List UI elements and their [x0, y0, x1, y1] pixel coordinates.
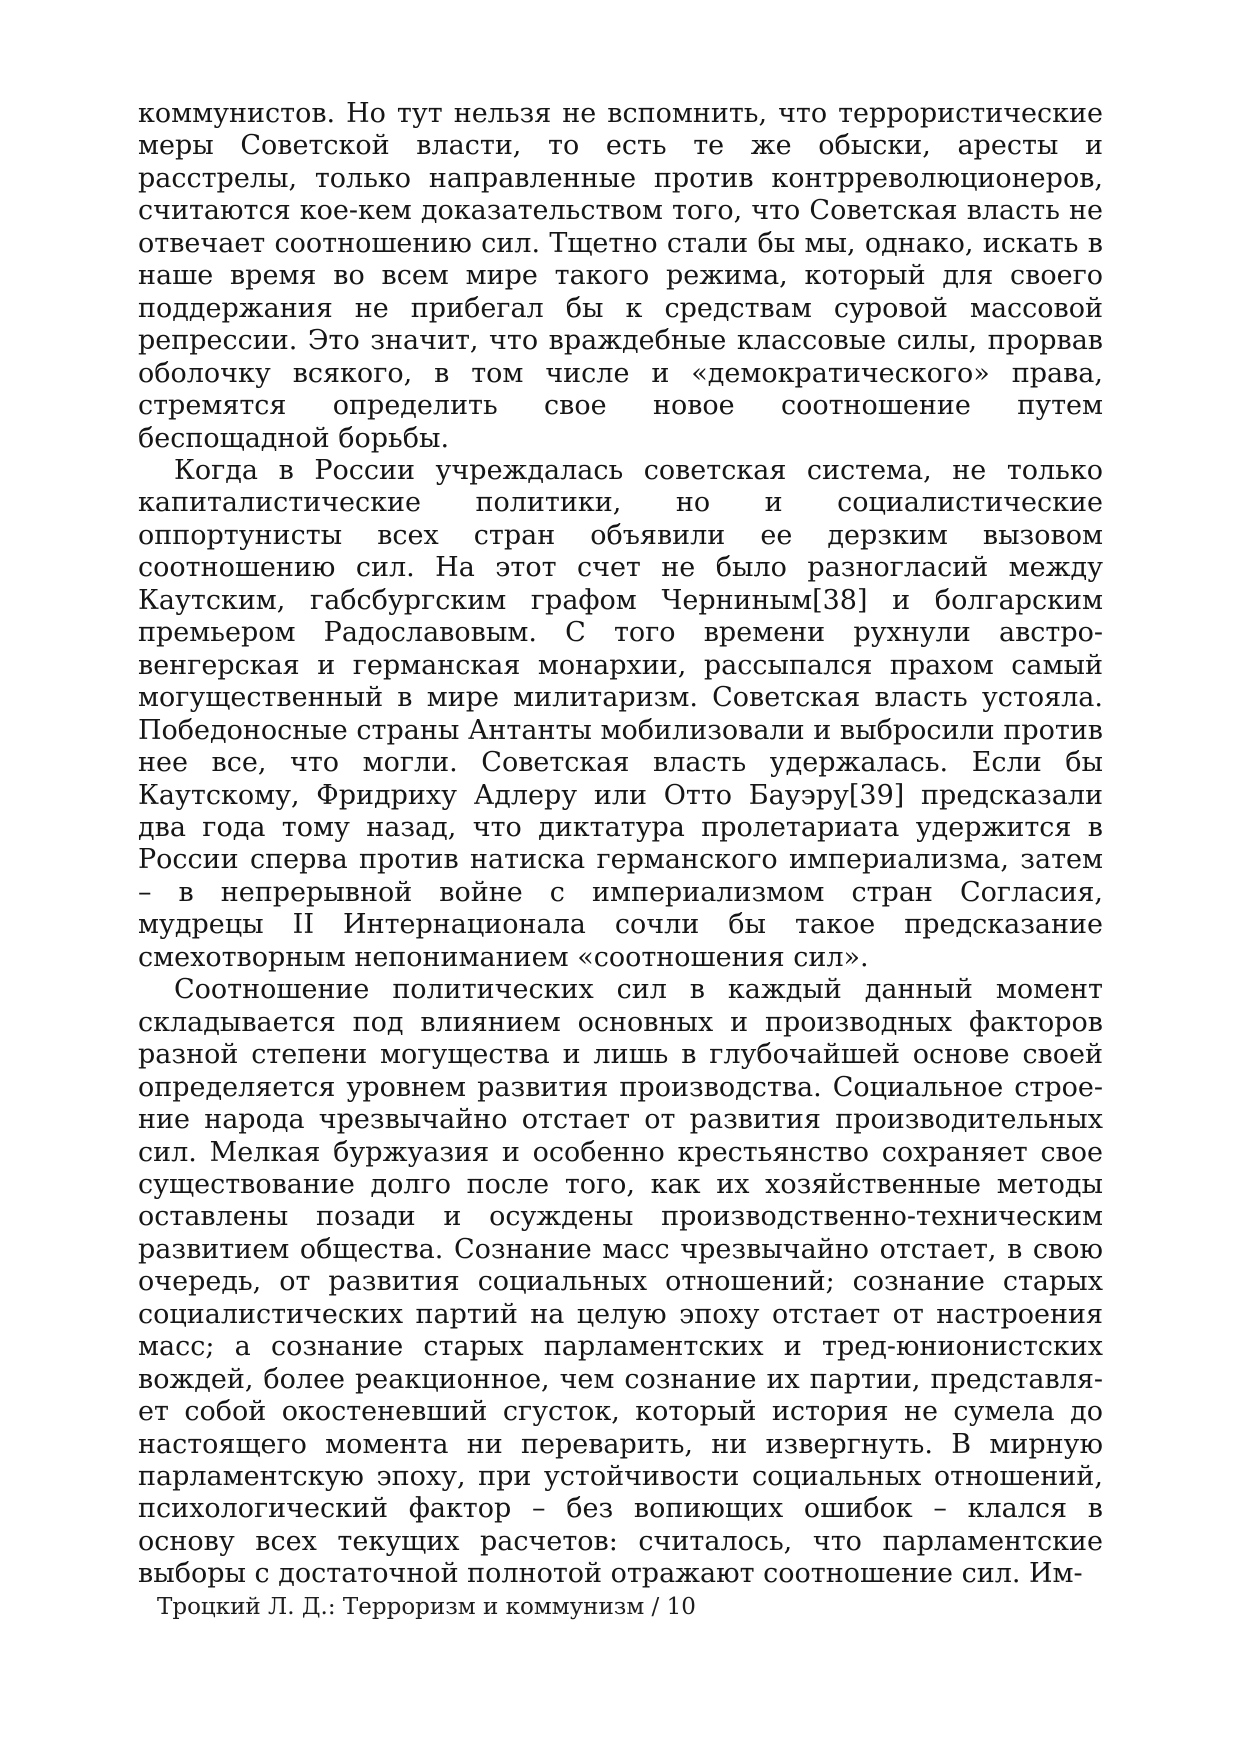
paragraph-2: Когда в России учреждалась советская система, не только капиталистические политики, но и социалистические оппортунисты всех стран объявили ее дерзким вызовом соотношению сил. На этот счет не было разногласий между Каутским, габсбургским графом Черниным[38] и болгарским премьером Радославовым. С того времени рухнули австро-венгерская и германская монархии, рассыпался прахом самый могущественный в мире милитаризм. Советская власть устояла. Победоносные страны Антанты мобилизовали и выбросили против нее все, что могли. Советская власть удержалась. Если бы Каутскому, Фридриху Адлеру или Отто Бауэру[39] предсказали два года тому назад, что диктатура пролетариата удержится в России сперва против натиска германского империализма, затем – в непрерывной войне с империализмом стран Согласия, мудрецы II Интернационала сочли бы такое предсказание смехотворным непониманием «соотношения сил». — [138, 454, 1103, 973]
paragraph-3: Соотношение политических сил в каждый данный момент складывается под влиянием основных и производных факторов разной степени могущества и лишь в глубочайшей основе своей определяется уровнем развития производства. Социальное строение народа чрезвычайно отстает от развития производительных сил. Мелкая буржуазия и особенно крестьянство сохраняет свое существование долго после того, как их хозяйственные методы оставлены позади и осуждены производственно-техническим развитием общества. Сознание масс чрезвычайно отстает, в свою очередь, от развития социальных отношений; сознание старых социалистических партий на целую эпоху отстает от настроения масс; а сознание старых парламентских и тред-юнионистских вождей, более реакционное, чем сознание их партии, представляет собой окостеневший сгусток, который история не сумела до настоящего момента ни переварить, ни извергнуть. В мирную парламентскую эпоху, при устойчивости социальных отношений, психологический фактор – без вопиющих ошибок – клался в основу всех текущих расчетов: считалось, что парламентские выборы с достаточной полнотой отражают соотношение сил. Им- — [138, 974, 1103, 1590]
page-footer: Троцкий Л. Д.: Терроризм и коммунизм / 10 — [157, 1594, 696, 1620]
paragraph-1: коммунистов. Но тут нельзя не вспомнить, что террористические меры Советской власти, то есть те же обыски, аресты и расстрелы, только направленные против контрреволюционеров, считаются кое-кем доказательством того, что Советская власть не отвечает соотношению сил. Тщетно стали бы мы, однако, искать в наше время во всем мире такого режима, который для своего поддержания не прибегал бы к средствам суровой массовой репрессии. Это значит, что враждебные классовые силы, прорвав оболочку всякого, в том числе и «демократического» права, стремятся определить свое новое соотношение путем беспощадной борьбы. — [138, 98, 1103, 454]
body-text — [138, 98, 1103, 1591]
